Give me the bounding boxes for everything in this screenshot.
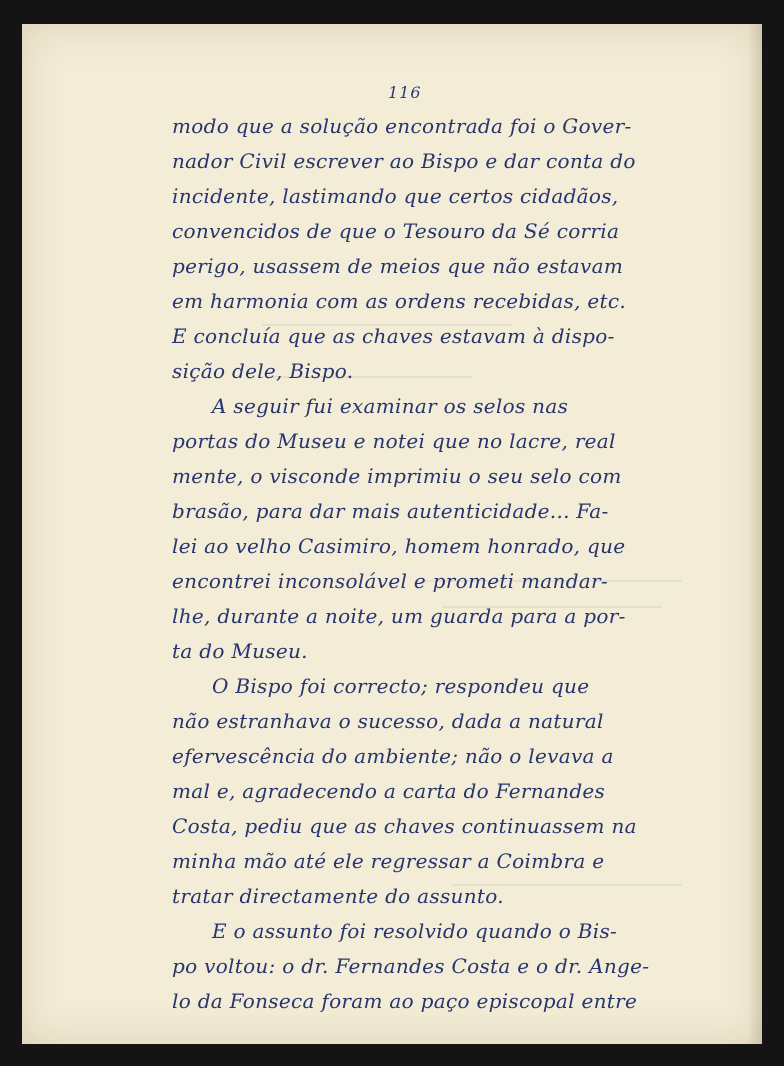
text-line: modo que a solução encontrada foi o Gover- [172, 114, 632, 138]
text-line: perigo, usassem de meios que não estavam [172, 254, 624, 278]
text-line: nador Civil escrever ao Bispo e dar conta do [172, 149, 636, 173]
text-line: sição dele, Bispo. [172, 359, 354, 383]
text-line: O Bispo foi correcto; respondeu que [212, 674, 590, 698]
text-line: ta do Museu. [172, 639, 308, 663]
text-line: efervescência do ambiente; não o levava a [172, 744, 614, 768]
text-line: minha mão até ele regressar a Coimbra e [172, 849, 605, 873]
text-line: lei ao velho Casimiro, homem honrado, que [172, 534, 626, 558]
text-line: E concluía que as chaves estavam à dispo- [172, 324, 615, 348]
text-line: po voltou: o dr. Fernandes Costa e o dr. Ange- [172, 954, 650, 978]
text-line: mal e, agradecendo a carta do Fernandes [172, 779, 606, 803]
manuscript-page [22, 24, 762, 1044]
text-line: mente, o visconde imprimiu o seu selo com [172, 464, 622, 488]
text-line: Costa, pediu que as chaves continuassem na [172, 814, 637, 838]
text-line: E o assunto foi resolvido quando o Bis- [212, 919, 618, 943]
text-line: encontrei inconsolável e prometi mandar- [172, 569, 608, 593]
text-line: não estranhava o sucesso, dada a natural [172, 709, 604, 733]
text-line: convencidos de que o Tesouro da Sé corria [172, 219, 620, 243]
text-line: A seguir fui examinar os selos nas [212, 394, 569, 418]
page-number: 116 [388, 83, 422, 102]
page-edge-shadow [748, 24, 762, 1044]
text-line: brasão, para dar mais autenticidade... Fa- [172, 499, 609, 523]
text-line: portas do Museu e notei que no lacre, real [172, 429, 616, 453]
text-line: lhe, durante a noite, um guarda para a por- [172, 604, 626, 628]
text-line: em harmonia com as ordens recebidas, etc. [172, 289, 627, 313]
text-line: incidente, lastimando que certos cidadãos, [172, 184, 619, 208]
text-line: tratar directamente do assunto. [172, 884, 504, 908]
text-line: lo da Fonseca foram ao paço episcopal entre [172, 989, 638, 1013]
